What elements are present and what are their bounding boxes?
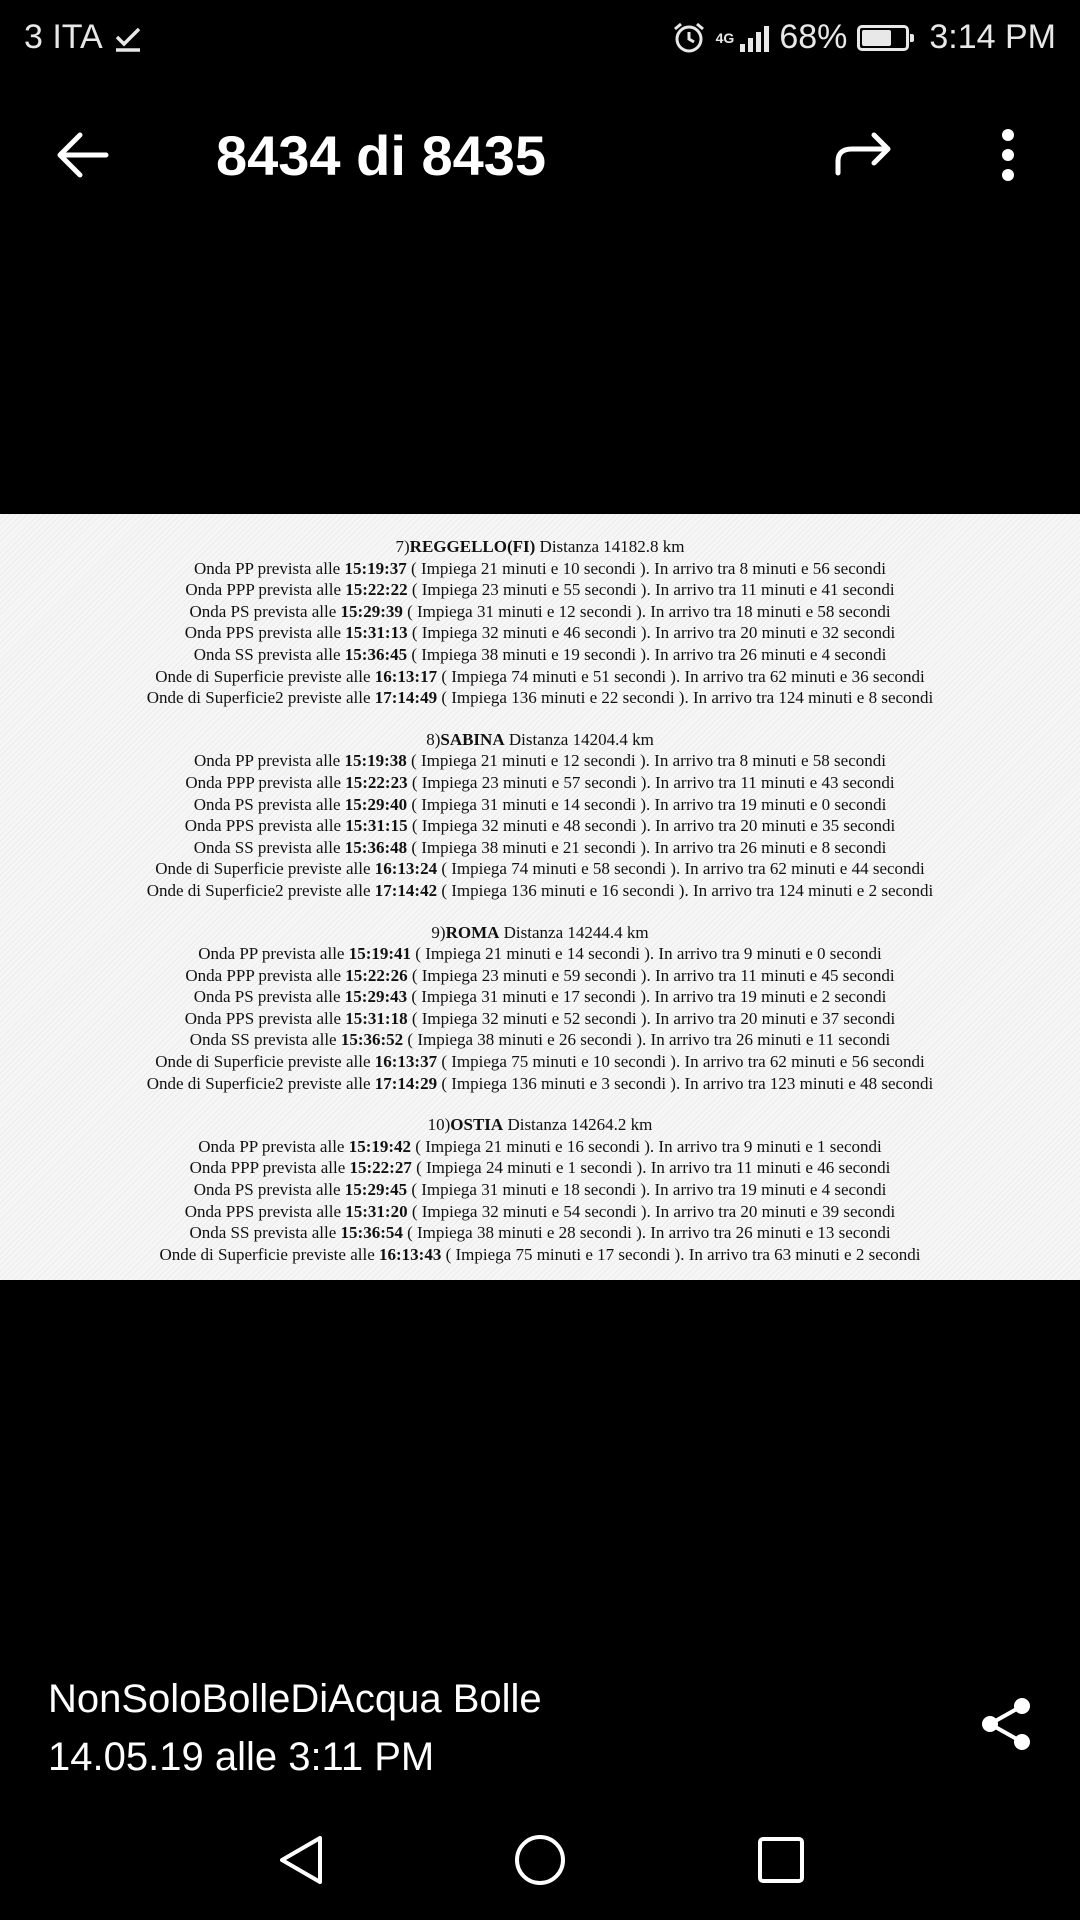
nav-recents-button[interactable]	[754, 1830, 808, 1890]
download-complete-icon	[113, 23, 143, 53]
wave-detail: ( Impiega 21 minuti e 16 secondi ). In arrivo tra 9 minuti e 1 secondi	[411, 1136, 882, 1156]
nav-home-button[interactable]	[514, 1830, 566, 1890]
wave-time: 15:31:20	[345, 1201, 408, 1221]
wave-label: Onda SS prevista alle	[193, 837, 345, 857]
wave-time: 15:19:37	[344, 558, 407, 578]
wave-line	[0, 1222, 1080, 1244]
wave-detail: ( Impiega 136 minuti e 22 secondi ). In arrivo tra 124 minuti e 8 secondi	[437, 688, 934, 708]
more-vertical-icon	[990, 125, 1026, 185]
wave-label: Onda PP prevista alle	[194, 558, 345, 578]
wave-label: Onda PP prevista alle	[198, 1136, 349, 1156]
wave-detail: ( Impiega 38 minuti e 21 secondi ). In arrivo tra 26 minuti e 8 secondi	[407, 837, 887, 857]
wave-time: 15:29:39	[340, 601, 403, 621]
wave-detail: ( Impiega 74 minuti e 58 secondi ). In arrivo tra 62 minuti e 44 secondi	[437, 859, 925, 879]
message-info	[48, 1670, 542, 1786]
wave-detail: ( Impiega 136 minuti e 16 secondi ). In arrivo tra 124 minuti e 2 secondi	[437, 880, 934, 900]
wave-time: 15:36:52	[340, 1030, 404, 1050]
station-name: ROMA	[445, 922, 500, 942]
wave-label: Onda PP prevista alle	[194, 751, 345, 771]
station-block	[0, 922, 1080, 1095]
share-button[interactable]	[978, 1694, 1034, 1754]
forward-arrow-icon	[832, 125, 896, 185]
wave-time: 15:29:40	[344, 794, 408, 814]
station-heading	[0, 729, 1080, 751]
battery-percent: 68%	[779, 18, 848, 56]
station-distance: Distanza 14264.2 km	[503, 1115, 653, 1135]
wave-line	[0, 794, 1080, 816]
wave-time: 17:14:29	[374, 1073, 438, 1093]
wave-time: 15:31:15	[345, 816, 408, 836]
page-title: 8434 di 8435	[216, 124, 547, 187]
wave-line	[0, 666, 1080, 688]
wave-time: 15:31:13	[345, 623, 408, 643]
wave-label: Onda PPS prevista alle	[184, 1201, 346, 1221]
wave-detail: ( Impiega 23 minuti e 57 secondi ). In arrivo tra 11 minuti e 43 secondi	[407, 772, 895, 792]
wave-time: 15:22:23	[345, 772, 408, 792]
station-name: OSTIA	[450, 1115, 504, 1135]
wave-detail: ( Impiega 31 minuti e 12 secondi ). In arrivo tra 18 minuti e 58 secondi	[402, 601, 891, 621]
wave-label: Onde di Superficie previste alle	[159, 1244, 379, 1264]
wave-label: Onda PP prevista alle	[198, 944, 349, 964]
wave-time: 15:19:42	[348, 1136, 412, 1156]
wave-line	[0, 880, 1080, 902]
wave-time: 15:19:41	[348, 944, 412, 964]
wave-label: Onde di Superficie2 previste alle	[146, 688, 375, 708]
wave-label: Onda SS prevista alle	[189, 1030, 341, 1050]
wave-label: Onda PPP prevista alle	[185, 772, 346, 792]
wave-detail: ( Impiega 136 minuti e 3 secondi ). In arrivo tra 123 minuti e 48 secondi	[437, 1073, 934, 1093]
wave-time: 15:29:45	[344, 1180, 408, 1200]
wave-detail: ( Impiega 75 minuti e 17 secondi ). In arrivo tra 63 minuti e 2 secondi	[441, 1244, 921, 1264]
message-date: 14.05.19 alle 3:11 PM	[48, 1735, 435, 1779]
wave-line	[0, 815, 1080, 837]
network-type-label: 4G	[715, 29, 735, 46]
wave-time: 17:14:42	[374, 880, 438, 900]
wave-time: 16:13:24	[374, 859, 438, 879]
wave-label: Onda PPP prevista alle	[189, 1158, 350, 1178]
back-button[interactable]	[52, 125, 112, 185]
wave-line	[0, 644, 1080, 666]
wave-label: Onda PS prevista alle	[189, 601, 341, 621]
triangle-back-icon	[272, 1830, 332, 1890]
station-number: 10)	[427, 1115, 451, 1135]
wave-detail: ( Impiega 21 minuti e 14 secondi ). In arrivo tra 9 minuti e 0 secondi	[411, 944, 882, 964]
wave-detail: ( Impiega 38 minuti e 19 secondi ). In arrivo tra 26 minuti e 4 secondi	[407, 644, 887, 664]
wave-detail: ( Impiega 32 minuti e 52 secondi ). In arrivo tra 20 minuti e 37 secondi	[407, 1008, 896, 1028]
wave-detail: ( Impiega 38 minuti e 28 secondi ). In arrivo tra 26 minuti e 13 secondi	[402, 1223, 891, 1243]
wave-line	[0, 579, 1080, 601]
wave-label: Onda PPS prevista alle	[184, 623, 346, 643]
wave-time: 16:13:37	[374, 1052, 438, 1072]
message-image[interactable]	[0, 514, 1080, 1280]
wave-line	[0, 965, 1080, 987]
station-heading	[0, 922, 1080, 944]
wave-detail: ( Impiega 21 minuti e 12 secondi ). In arrivo tra 8 minuti e 58 secondi	[406, 751, 886, 771]
wave-time: 15:29:43	[344, 987, 408, 1007]
station-distance: Distanza 14244.4 km	[499, 922, 649, 942]
wave-label: Onda PS prevista alle	[193, 987, 345, 1007]
wave-line	[0, 943, 1080, 965]
wave-line	[0, 1179, 1080, 1201]
station-number: 8)	[426, 729, 441, 749]
station-name: REGGELLO(FI)	[409, 537, 536, 556]
wave-label: Onda SS prevista alle	[189, 1223, 341, 1243]
signal-icon	[740, 24, 769, 52]
wave-line	[0, 622, 1080, 644]
station-distance: Distanza 14204.4 km	[504, 729, 654, 749]
wave-line	[0, 1201, 1080, 1223]
wave-time: 15:19:38	[344, 751, 407, 771]
status-bar	[0, 0, 1080, 75]
carrier-label: 3 ITA	[24, 18, 103, 56]
sender-name: NonSoloBolleDiAcqua Bolle	[48, 1677, 542, 1721]
wave-line	[0, 772, 1080, 794]
wave-line	[0, 687, 1080, 709]
battery-fill	[862, 30, 891, 46]
wave-detail: ( Impiega 23 minuti e 55 secondi ). In arrivo tra 11 minuti e 41 secondi	[407, 580, 895, 600]
station-heading	[0, 1114, 1080, 1136]
alarm-icon	[672, 21, 706, 55]
wave-detail: ( Impiega 32 minuti e 54 secondi ). In arrivo tra 20 minuti e 39 secondi	[407, 1201, 896, 1221]
battery-icon	[857, 25, 909, 51]
wave-line	[0, 858, 1080, 880]
more-options-button[interactable]	[990, 125, 1026, 185]
wave-detail: ( Impiega 31 minuti e 14 secondi ). In arrivo tra 19 minuti e 0 secondi	[407, 794, 887, 814]
wave-line	[0, 1008, 1080, 1030]
wave-detail: ( Impiega 23 minuti e 59 secondi ). In arrivo tra 11 minuti e 45 secondi	[407, 965, 895, 985]
station-block	[0, 536, 1080, 709]
wave-line	[0, 1051, 1080, 1073]
wave-detail: ( Impiega 31 minuti e 18 secondi ). In arrivo tra 19 minuti e 4 secondi	[407, 1180, 887, 1200]
wave-label: Onda PPS prevista alle	[184, 816, 346, 836]
wave-line	[0, 1136, 1080, 1158]
wave-detail: ( Impiega 24 minuti e 1 secondi ). In arrivo tra 11 minuti e 46 secondi	[411, 1158, 891, 1178]
status-left	[24, 18, 143, 57]
wave-detail: ( Impiega 32 minuti e 46 secondi ). In arrivo tra 20 minuti e 32 secondi	[407, 623, 896, 643]
system-nav-bar	[0, 1800, 1080, 1920]
wave-detail: ( Impiega 32 minuti e 48 secondi ). In arrivo tra 20 minuti e 35 secondi	[407, 816, 896, 836]
forward-button[interactable]	[832, 125, 896, 185]
station-number: 7)	[395, 537, 410, 556]
wave-time: 15:22:22	[345, 580, 408, 600]
wave-detail: ( Impiega 75 minuti e 10 secondi ). In arrivo tra 62 minuti e 56 secondi	[437, 1052, 925, 1072]
document-content	[0, 514, 1080, 1265]
wave-line	[0, 1244, 1080, 1266]
wave-label: Onde di Superficie previste alle	[155, 859, 375, 879]
wave-time: 16:13:17	[374, 666, 438, 686]
wave-time: 15:36:54	[340, 1223, 403, 1243]
wave-detail: ( Impiega 31 minuti e 17 secondi ). In arrivo tra 19 minuti e 2 secondi	[407, 987, 887, 1007]
wave-label: Onda PS prevista alle	[193, 794, 345, 814]
station-number: 9)	[431, 922, 446, 942]
wave-line	[0, 750, 1080, 772]
nav-back-button[interactable]	[272, 1830, 332, 1890]
wave-time: 15:36:45	[344, 644, 408, 664]
wave-line	[0, 1157, 1080, 1179]
wave-line	[0, 1073, 1080, 1095]
wave-detail: ( Impiega 21 minuti e 10 secondi ). In arrivo tra 8 minuti e 56 secondi	[406, 558, 886, 578]
wave-label: Onde di Superficie previste alle	[155, 1052, 375, 1072]
viewer-toolbar	[0, 95, 1080, 215]
station-block	[0, 1114, 1080, 1265]
wave-label: Onda PPP prevista alle	[185, 580, 346, 600]
station-heading	[0, 536, 1080, 558]
wave-time: 15:22:27	[349, 1158, 412, 1178]
wave-label: Onda PPP prevista alle	[185, 965, 346, 985]
wave-line	[0, 837, 1080, 859]
wave-line	[0, 601, 1080, 623]
wave-label: Onda PPS prevista alle	[184, 1008, 346, 1028]
wave-label: Onde di Superficie2 previste alle	[146, 1073, 375, 1093]
wave-time: 15:22:26	[345, 965, 408, 985]
share-icon	[978, 1694, 1034, 1754]
wave-detail: ( Impiega 74 minuti e 51 secondi ). In arrivo tra 62 minuti e 36 secondi	[437, 666, 925, 686]
station-block	[0, 729, 1080, 902]
station-distance: Distanza 14182.8 km	[535, 537, 685, 556]
wave-line	[0, 558, 1080, 580]
wave-line	[0, 986, 1080, 1008]
station-name: SABINA	[440, 729, 505, 749]
square-recents-icon	[754, 1830, 808, 1890]
wave-time: 15:36:48	[344, 837, 408, 857]
wave-detail: ( Impiega 38 minuti e 26 secondi ). In arrivo tra 26 minuti e 11 secondi	[403, 1030, 891, 1050]
wave-label: Onda PS prevista alle	[193, 1180, 345, 1200]
wave-line	[0, 1029, 1080, 1051]
wave-label: Onde di Superficie previste alle	[155, 666, 375, 686]
wave-label: Onda SS prevista alle	[193, 644, 345, 664]
clock: 3:14 PM	[929, 18, 1056, 56]
status-right	[672, 18, 1056, 57]
wave-label: Onde di Superficie2 previste alle	[146, 880, 375, 900]
wave-time: 16:13:43	[379, 1244, 442, 1264]
arrow-left-icon	[52, 125, 112, 185]
wave-time: 17:14:49	[374, 688, 438, 708]
wave-time: 15:31:18	[345, 1008, 408, 1028]
circle-home-icon	[514, 1830, 566, 1890]
